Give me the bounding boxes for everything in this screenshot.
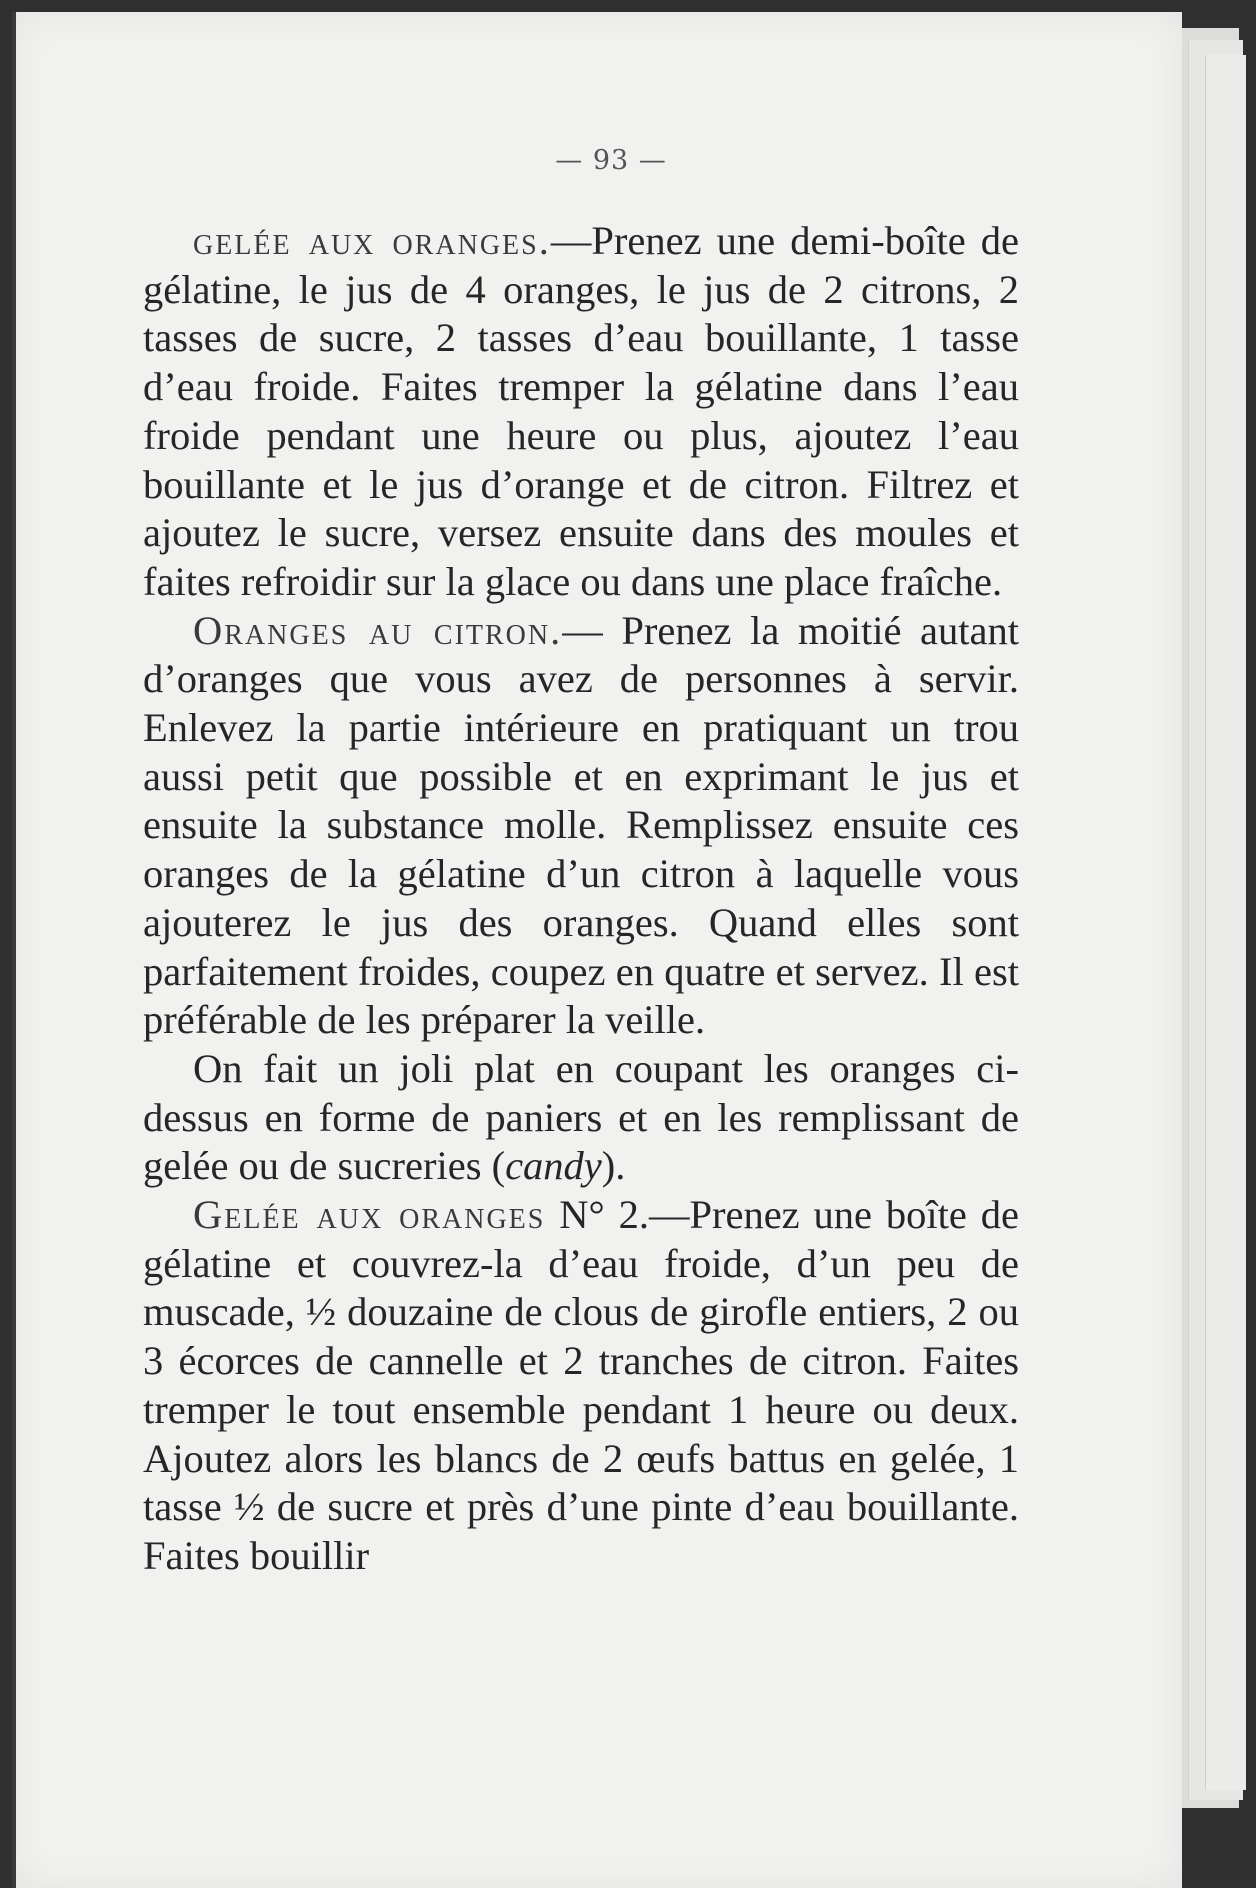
recipe-paragraph [143,607,1019,1045]
recipe-text: —Prenez une boîte de gélatine et couvrez-la d’eau froide, d’un peu de muscade, ½ douzaine de clous de girofle entiers, 2 ou 3 écorces de cannelle et 2 tranches de citron. Faites tremper le tout ensemble pendant 1 heure ou deux. Ajoutez alors les blancs de 2 œufs battus en gelée, 1 tasse ½ de sucre et près d’une pinte d’eau bouillante. Faites bouillir [143,1192,1019,1578]
note-text: On fait un joli plat en coupant les oranges ci-dessus en forme de paniers et en les remplissant de gelée ou de sucreries ( [143,1045,1019,1189]
recipe-text: —Prenez une demi-boîte de gélatine, le jus de 4 oranges, le jus de 2 citrons, 2 tasses de sucre, 2 tasses d’eau bouillante, 1 tasse d’eau froide. Faites tremper la gélatine dans l’eau froide pendant une heure ou plus, ajoutez l’eau bouillante et le jus d’orange et de citron. Filtrez et ajoutez le sucre, versez ensuite dans des moules et faites refroidir sur la glace ou dans une place fraîche. [143,218,1019,604]
recipe-text: — Prenez la moitié autant d’oranges que vous avez de personnes à servir. Enlevez la partie intérieure en pratiquant un trou aussi petit que possible et en exprimant le jus et ensuite la substance molle. Remplissez ensuite ces oranges de la gélatine d’un citron à laquelle vous ajouterez le jus des oranges. Quand elles sont parfaitement froides, coupez en quatre et servez. Il est préférable de les préparer la veille. [143,607,1019,1043]
note-paragraph [143,1045,1019,1191]
recipe-paragraph [143,1191,1019,1581]
recipe-paragraph [143,217,1019,607]
recipe-heading: gelée aux oranges. [193,218,551,263]
note-text-end: ). [601,1143,626,1189]
page-body [143,217,1019,1581]
italic-term: candy [505,1143,602,1189]
recipe-heading: Gelée aux oranges [193,1192,546,1238]
page-number: — 93 — [555,145,667,176]
page-edge [1205,55,1246,1790]
recipe-heading: Oranges au citron. [193,607,563,653]
book-page [12,12,1182,1888]
recipe-heading-number: N° 2. [545,1192,649,1238]
